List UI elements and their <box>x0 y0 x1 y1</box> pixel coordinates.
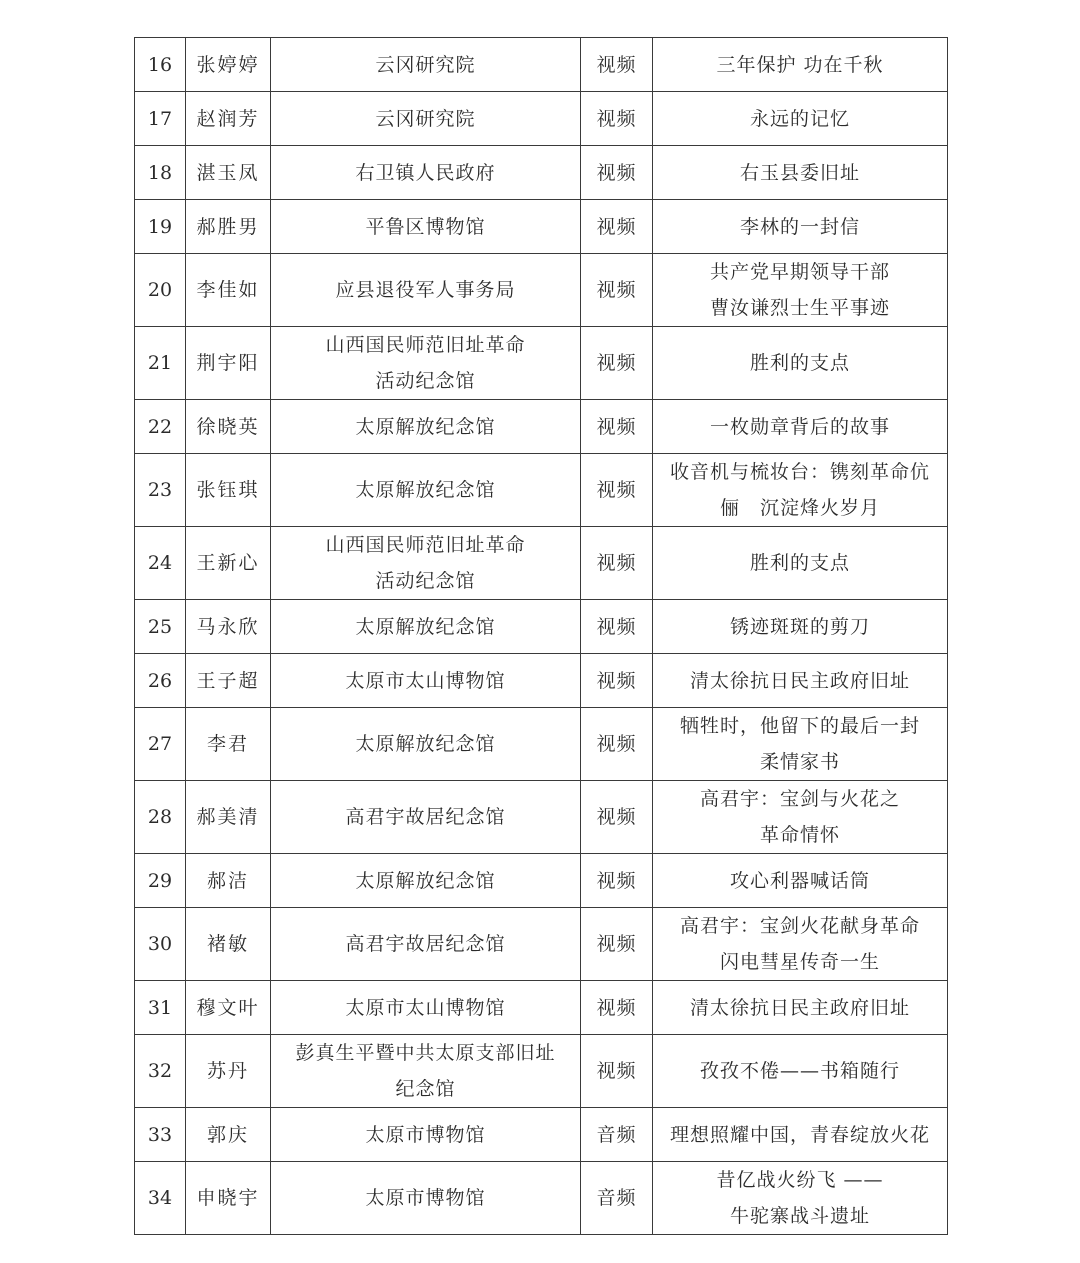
work-title-line: 昔亿战火纷飞 —— <box>716 1169 884 1191</box>
media-type: 视频 <box>581 254 653 327</box>
author-name: 褚敏 <box>186 908 271 981</box>
work-title-line: 清太徐抗日民主政府旧址 <box>689 669 910 692</box>
organization-cell <box>271 854 581 908</box>
organization-line: 太原解放纪念馆 <box>355 733 496 755</box>
organization-cell <box>271 254 581 327</box>
organization-line: 云冈研究院 <box>375 53 476 76</box>
organization-line: 云冈研究院 <box>375 107 476 130</box>
author-name: 李佳如 <box>186 254 271 327</box>
table-row <box>135 254 948 327</box>
organization-line: 山西国民师范旧址革命 <box>325 334 526 356</box>
author-name: 王子超 <box>186 654 271 708</box>
organization-cell <box>271 146 581 200</box>
work-title-line: 牺牲时，他留下的最后一封 <box>679 715 920 737</box>
author-name: 郝洁 <box>186 854 271 908</box>
organization-cell <box>271 38 581 92</box>
author-name: 湛玉凤 <box>186 146 271 200</box>
table-row <box>135 38 948 92</box>
organization-cell <box>271 1108 581 1162</box>
work-title-cell <box>653 254 948 327</box>
work-title-line: 三年保护 功在千秋 <box>716 53 884 76</box>
row-number: 20 <box>135 254 186 327</box>
work-title-line: 一枚勋章背后的故事 <box>709 415 890 438</box>
table-row <box>135 1108 948 1162</box>
work-title-line: 孜孜不倦——书箱随行 <box>699 1060 900 1082</box>
work-title-line: 高君宇：宝剑火花献身革命 <box>679 915 920 937</box>
work-title-cell <box>653 454 948 527</box>
organization-cell <box>271 981 581 1035</box>
organization-line: 太原解放纪念馆 <box>355 479 496 501</box>
row-number: 19 <box>135 200 186 254</box>
work-title-line: 攻心利器喊话筒 <box>729 869 870 892</box>
organization-cell <box>271 200 581 254</box>
work-title-cell <box>653 327 948 400</box>
work-title-line: 胜利的支点 <box>749 552 850 574</box>
row-number: 31 <box>135 981 186 1035</box>
work-title-line: 右玉县委旧址 <box>739 161 860 184</box>
organization-cell <box>271 454 581 527</box>
entries-table <box>134 37 948 1235</box>
row-number: 29 <box>135 854 186 908</box>
table-row <box>135 327 948 400</box>
work-title-line: 革命情怀 <box>759 824 840 846</box>
media-type: 视频 <box>581 200 653 254</box>
row-number: 28 <box>135 781 186 854</box>
organization-line: 活动纪念馆 <box>375 570 476 592</box>
table-row <box>135 981 948 1035</box>
work-title-cell <box>653 200 948 254</box>
media-type: 视频 <box>581 146 653 200</box>
work-title-line: 永远的记忆 <box>749 107 850 130</box>
work-title-line: 清太徐抗日民主政府旧址 <box>689 996 910 1019</box>
work-title-line: 曹汝谦烈士生平事迹 <box>709 297 890 319</box>
organization-line: 太原解放纪念馆 <box>355 415 496 438</box>
table-row <box>135 854 948 908</box>
author-name: 赵润芳 <box>186 92 271 146</box>
work-title-cell <box>653 981 948 1035</box>
organization-cell <box>271 654 581 708</box>
media-type: 视频 <box>581 981 653 1035</box>
author-name: 郝胜男 <box>186 200 271 254</box>
author-name: 郭庆 <box>186 1108 271 1162</box>
row-number: 16 <box>135 38 186 92</box>
work-title-line: 收音机与梳妆台：镌刻革命伉 <box>669 461 930 483</box>
work-title-cell <box>653 92 948 146</box>
work-title-cell <box>653 708 948 781</box>
row-number: 25 <box>135 600 186 654</box>
row-number: 24 <box>135 527 186 600</box>
author-name: 张钰琪 <box>186 454 271 527</box>
organization-line: 太原市太山博物馆 <box>345 996 506 1019</box>
work-title-line: 俪 沉淀烽火岁月 <box>719 497 880 519</box>
media-type: 视频 <box>581 908 653 981</box>
organization-cell <box>271 600 581 654</box>
organization-cell <box>271 1035 581 1108</box>
work-title-cell <box>653 1108 948 1162</box>
row-number: 18 <box>135 146 186 200</box>
table-row <box>135 708 948 781</box>
work-title-cell <box>653 781 948 854</box>
organization-line: 高君宇故居纪念馆 <box>345 933 506 955</box>
author-name: 穆文叶 <box>186 981 271 1035</box>
row-number: 26 <box>135 654 186 708</box>
media-type: 视频 <box>581 327 653 400</box>
organization-cell <box>271 327 581 400</box>
work-title-cell <box>653 854 948 908</box>
organization-line: 太原市博物馆 <box>365 1123 486 1146</box>
work-title-cell <box>653 600 948 654</box>
organization-line: 山西国民师范旧址革命 <box>325 534 526 556</box>
organization-line: 平鲁区博物馆 <box>365 215 486 238</box>
table-row <box>135 600 948 654</box>
media-type: 音频 <box>581 1162 653 1235</box>
work-title-line: 锈迹斑斑的剪刀 <box>729 615 870 638</box>
work-title-cell <box>653 1035 948 1108</box>
author-name: 李君 <box>186 708 271 781</box>
row-number: 34 <box>135 1162 186 1235</box>
table-row <box>135 654 948 708</box>
media-type: 视频 <box>581 654 653 708</box>
media-type: 视频 <box>581 600 653 654</box>
work-title-line: 胜利的支点 <box>749 352 850 374</box>
table-row <box>135 908 948 981</box>
media-type: 视频 <box>581 92 653 146</box>
work-title-line: 高君宇：宝剑与火花之 <box>699 788 900 810</box>
media-type: 音频 <box>581 1108 653 1162</box>
table-row <box>135 527 948 600</box>
author-name: 马永欣 <box>186 600 271 654</box>
work-title-cell <box>653 908 948 981</box>
media-type: 视频 <box>581 781 653 854</box>
media-type: 视频 <box>581 854 653 908</box>
work-title-cell <box>653 527 948 600</box>
work-title-cell <box>653 38 948 92</box>
organization-cell <box>271 92 581 146</box>
work-title-line: 闪电彗星传奇一生 <box>719 951 880 973</box>
media-type: 视频 <box>581 1035 653 1108</box>
author-name: 苏丹 <box>186 1035 271 1108</box>
organization-line: 太原解放纪念馆 <box>355 869 496 892</box>
table-row <box>135 1162 948 1235</box>
table-row <box>135 200 948 254</box>
media-type: 视频 <box>581 708 653 781</box>
media-type: 视频 <box>581 38 653 92</box>
row-number: 30 <box>135 908 186 981</box>
row-number: 33 <box>135 1108 186 1162</box>
table-row <box>135 1035 948 1108</box>
organization-cell <box>271 400 581 454</box>
work-title-line: 牛驼寨战斗遗址 <box>729 1205 870 1227</box>
work-title-line: 理想照耀中国，青春绽放火花 <box>669 1123 930 1146</box>
work-title-line: 共产党早期领导干部 <box>709 261 890 283</box>
row-number: 32 <box>135 1035 186 1108</box>
work-title-cell <box>653 654 948 708</box>
organization-cell <box>271 781 581 854</box>
organization-line: 应县退役军人事务局 <box>335 279 516 301</box>
row-number: 23 <box>135 454 186 527</box>
organization-line: 彭真生平暨中共太原支部旧址 <box>295 1042 556 1064</box>
row-number: 17 <box>135 92 186 146</box>
author-name: 徐晓英 <box>186 400 271 454</box>
organization-line: 太原解放纪念馆 <box>355 615 496 638</box>
organization-line: 太原市太山博物馆 <box>345 669 506 692</box>
table-row <box>135 146 948 200</box>
work-title-line: 柔情家书 <box>759 751 840 773</box>
work-title-cell <box>653 146 948 200</box>
table-row <box>135 92 948 146</box>
author-name: 荆宇阳 <box>186 327 271 400</box>
entries-table-body <box>135 38 948 1235</box>
organization-cell <box>271 527 581 600</box>
table-row <box>135 454 948 527</box>
row-number: 27 <box>135 708 186 781</box>
table-row <box>135 400 948 454</box>
organization-cell <box>271 1162 581 1235</box>
organization-line: 纪念馆 <box>395 1078 456 1100</box>
media-type: 视频 <box>581 527 653 600</box>
row-number: 21 <box>135 327 186 400</box>
row-number: 22 <box>135 400 186 454</box>
media-type: 视频 <box>581 454 653 527</box>
organization-line: 活动纪念馆 <box>375 370 476 392</box>
work-title-line: 李林的一封信 <box>739 215 860 238</box>
author-name: 王新心 <box>186 527 271 600</box>
author-name: 张婷婷 <box>186 38 271 92</box>
table-row <box>135 781 948 854</box>
work-title-cell <box>653 1162 948 1235</box>
organization-cell <box>271 908 581 981</box>
organization-line: 高君宇故居纪念馆 <box>345 806 506 828</box>
organization-cell <box>271 708 581 781</box>
author-name: 郝美清 <box>186 781 271 854</box>
work-title-cell <box>653 400 948 454</box>
organization-line: 太原市博物馆 <box>365 1187 486 1209</box>
organization-line: 右卫镇人民政府 <box>355 161 496 184</box>
author-name: 申晓宇 <box>186 1162 271 1235</box>
media-type: 视频 <box>581 400 653 454</box>
